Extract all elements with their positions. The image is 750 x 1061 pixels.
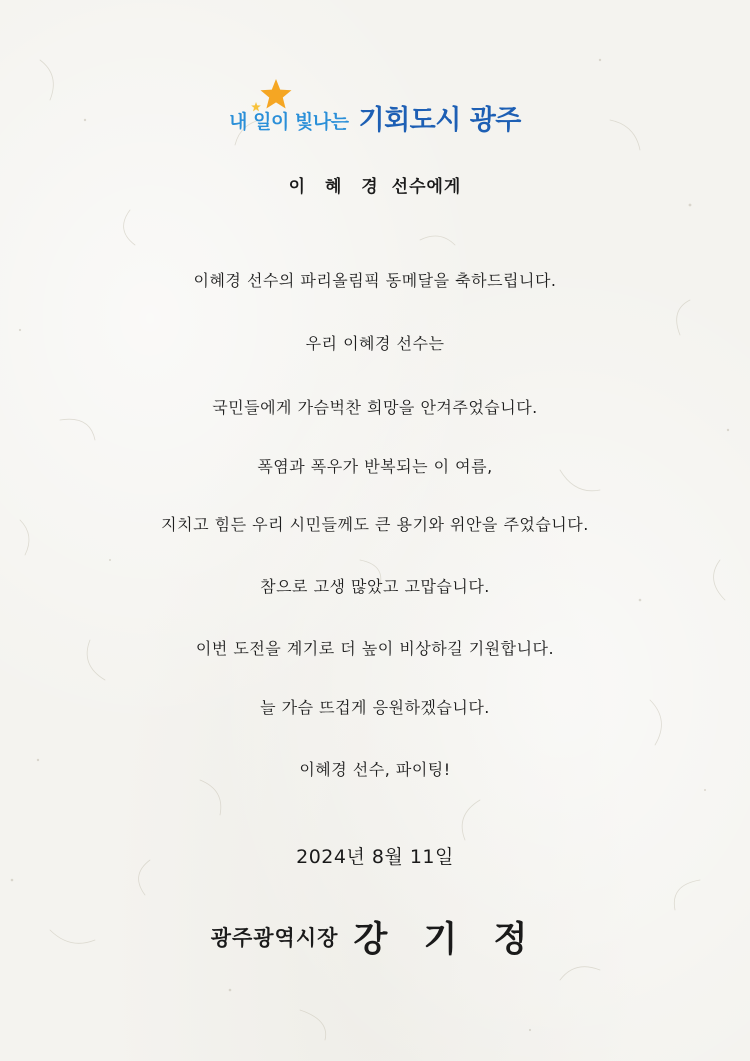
letter-line: 우리 이혜경 선수는 [305,334,445,353]
letter-recipient [0,172,750,197]
slogan-small-part-1: 내 [229,111,247,133]
signer-name: 강 기 정 [353,920,540,960]
slogan-big-text: 기회도시 광주 [358,105,521,136]
letter-line: 이혜경 선수의 파리올림픽 동메달을 축하드립니다. [193,271,557,290]
letter-line: 늘 가슴 뜨겁게 응원하겠습니다. [260,698,490,717]
slogan-small-part-2: 일이 빛나는 [253,111,349,133]
recipient-suffix: 선수에게 [391,177,462,197]
letter-line: 지치고 힘든 우리 시민들께도 큰 용기와 위안을 주었습니다. [161,515,589,534]
small-star-icon [251,102,261,112]
city-slogan-logo [0,78,750,140]
letter-line: 이번 도전을 계기로 더 높이 비상하길 기원합니다. [195,639,555,658]
letter-line: 국민들에게 가슴벅찬 희망을 안겨주었습니다. [212,398,538,417]
recipient-name: 이 혜 경 [288,177,385,197]
letter-line: 이혜경 선수, 파이팅! [299,760,451,779]
star-icon [259,78,293,112]
letter-line: 폭염과 폭우가 반복되는 이 여름, [257,457,493,476]
letter-line: 참으로 고생 많았고 고맙습니다. [260,577,490,596]
signer-title: 광주광역시장 [210,926,339,950]
signature-block [0,912,750,962]
letter-date: 2024년 8월 11일 [296,846,454,868]
